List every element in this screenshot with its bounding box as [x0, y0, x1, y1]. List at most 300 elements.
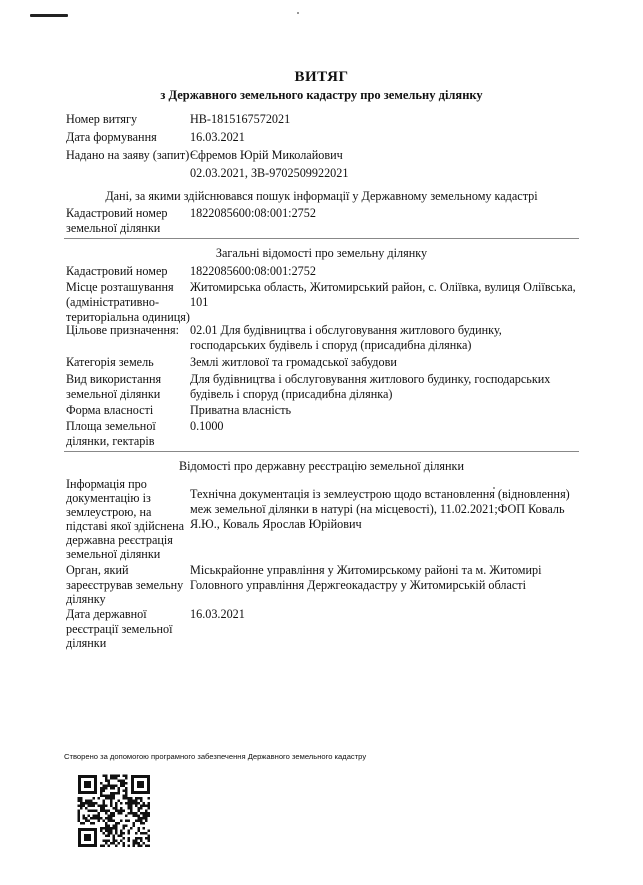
search-section-heading: Дані, за якими здійснювався пошук інформації у Державному земельному кадастрі	[105, 189, 538, 203]
qr-module	[115, 777, 118, 780]
ownership-value: Приватна власність	[190, 403, 292, 417]
qr-module	[113, 792, 116, 795]
qr-module	[88, 815, 91, 818]
qr-module	[78, 817, 81, 820]
qr-module	[125, 815, 128, 818]
qr-module	[90, 805, 93, 808]
qr-module	[78, 810, 81, 813]
qr-module	[115, 775, 118, 778]
qr-module	[118, 842, 121, 845]
qr-module	[133, 842, 136, 845]
qr-module	[120, 830, 123, 833]
qr-module	[113, 827, 116, 830]
qr-module	[128, 812, 131, 815]
qr-module	[103, 787, 106, 790]
qr-module	[113, 795, 116, 798]
qr-module	[115, 802, 118, 805]
qr-module	[83, 802, 86, 805]
qr-module	[88, 802, 91, 805]
qr-module	[105, 827, 108, 830]
qr-module	[118, 835, 121, 838]
purpose-value: 02.01 Для будівництва і обслуговування житлового будинку,	[190, 323, 502, 337]
qr-module	[98, 805, 101, 808]
qr-module	[103, 810, 106, 813]
qr-module	[78, 815, 81, 818]
location-label: територіальна одиниця)	[66, 310, 190, 324]
qr-module	[123, 797, 126, 800]
qr-module	[148, 812, 151, 815]
qr-module	[123, 832, 126, 835]
documentation-label: підставі якої здійснена	[66, 519, 185, 533]
qr-module	[140, 820, 143, 823]
qr-module	[108, 817, 111, 820]
qr-module	[135, 802, 138, 805]
request-label: Надано на заяву (запит)	[66, 148, 190, 162]
qr-module	[110, 805, 113, 808]
qr-module	[110, 777, 113, 780]
qr-module	[138, 842, 141, 845]
qr-module	[138, 830, 141, 833]
registration-date-value: 16.03.2021	[190, 607, 245, 621]
qr-module	[105, 775, 108, 778]
qr-module	[123, 795, 126, 798]
qr-module	[100, 817, 103, 820]
general-cadastral-label: Кадастровий номер	[66, 264, 168, 278]
qr-module	[143, 822, 146, 825]
qr-module	[80, 802, 83, 805]
qr-module	[140, 832, 143, 835]
qr-module	[118, 800, 121, 803]
qr-module	[100, 790, 103, 793]
qr-module	[115, 810, 118, 813]
qr-module	[90, 800, 93, 803]
registration-date-label: ділянки	[66, 636, 107, 650]
qr-module	[78, 805, 81, 808]
qr-module	[138, 827, 141, 830]
qr-module	[135, 832, 138, 835]
qr-module	[123, 782, 126, 785]
qr-module	[108, 785, 111, 788]
qr-module	[98, 812, 101, 815]
general-section-heading: Загальні відомості про земельну ділянку	[215, 246, 428, 260]
qr-module	[80, 805, 83, 808]
qr-module	[123, 837, 126, 840]
qr-module	[103, 827, 106, 830]
qr-module	[123, 845, 126, 848]
qr-module	[105, 805, 108, 808]
qr-module	[103, 820, 106, 823]
qr-module	[110, 827, 113, 830]
qr-module	[120, 780, 123, 783]
qr-module	[138, 817, 141, 820]
qr-module	[113, 797, 116, 800]
qr-module	[115, 827, 118, 830]
qr-module	[138, 845, 141, 848]
qr-module	[115, 785, 118, 788]
qr-module	[125, 792, 128, 795]
area-value: 0.1000	[190, 419, 224, 433]
qr-module	[108, 832, 111, 835]
qr-module	[105, 810, 108, 813]
qr-module	[108, 780, 111, 783]
qr-module	[108, 827, 111, 830]
qr-module	[130, 812, 133, 815]
qr-module	[143, 812, 146, 815]
qr-module	[140, 805, 143, 808]
qr-module	[105, 785, 108, 788]
qr-module	[83, 815, 86, 818]
qr-module	[103, 807, 106, 810]
document-subtitle: з Державного земельного кадастру про земельну ділянку	[160, 88, 483, 102]
qr-module	[140, 800, 143, 803]
qr-module	[148, 815, 151, 818]
qr-module	[83, 817, 86, 820]
qr-module	[113, 835, 116, 838]
documentation-label: державна реєстрація	[66, 533, 173, 547]
qr-module	[95, 815, 98, 818]
qr-module	[118, 787, 121, 790]
documentation-value: Я.Ю., Коваль Ярослав Юрійович	[190, 517, 362, 531]
qr-module	[85, 802, 88, 805]
qr-module	[115, 792, 118, 795]
qr-module	[113, 840, 116, 843]
qr-module	[98, 815, 101, 818]
qr-module	[100, 807, 103, 810]
qr-module	[138, 815, 141, 818]
qr-module	[115, 825, 118, 828]
qr-module	[123, 790, 126, 793]
qr-module	[110, 815, 113, 818]
qr-module	[135, 800, 138, 803]
qr-module	[113, 815, 116, 818]
qr-module	[115, 807, 118, 810]
qr-module	[100, 805, 103, 808]
registering-body-label: Орган, який	[66, 563, 129, 577]
registration-date-label: Дата державної	[66, 607, 147, 621]
qr-module	[143, 827, 146, 830]
qr-module	[88, 820, 91, 823]
qr-module	[145, 817, 148, 820]
qr-module	[103, 805, 106, 808]
qr-module	[130, 802, 133, 805]
search-cadastral-label: Кадастровий номер	[66, 206, 168, 220]
qr-module	[105, 777, 108, 780]
location-value: Житомирська область, Житомирський район, с. Оліївка, вулиця Оліївська,	[190, 280, 576, 294]
qr-module	[130, 800, 133, 803]
qr-module	[93, 797, 96, 800]
qr-module	[118, 810, 121, 813]
qr-module	[95, 810, 98, 813]
documentation-label: земельної ділянки	[66, 547, 161, 561]
qr-module	[85, 817, 88, 820]
qr-module	[143, 802, 146, 805]
qr-module	[100, 795, 103, 798]
qr-module	[143, 817, 146, 820]
qr-module	[88, 805, 91, 808]
qr-module	[105, 822, 108, 825]
qr-module	[108, 825, 111, 828]
qr-module	[113, 812, 116, 815]
qr-module	[138, 797, 141, 800]
qr-module	[105, 825, 108, 828]
qr-module	[108, 815, 111, 818]
qr-module	[120, 802, 123, 805]
ownership-label: Форма власності	[66, 403, 154, 417]
qr-module	[128, 840, 131, 843]
qr-module	[140, 812, 143, 815]
qr-module	[118, 790, 121, 793]
qr-module	[135, 840, 138, 843]
qr-module	[93, 805, 96, 808]
qr-module	[108, 840, 111, 843]
search-cadastral-label: земельної ділянки	[66, 221, 161, 235]
qr-module	[90, 810, 93, 813]
qr-module	[133, 812, 136, 815]
qr-module	[125, 797, 128, 800]
qr-module	[93, 817, 96, 820]
qr-module	[103, 775, 106, 778]
qr-module	[113, 837, 116, 840]
location-value: 101	[190, 295, 209, 309]
qr-module	[98, 817, 101, 820]
qr-module	[143, 805, 146, 808]
qr-module	[148, 830, 151, 833]
request-name: Єфремов Юрій Миколайович	[190, 148, 343, 162]
qr-module	[123, 827, 126, 830]
qr-module	[135, 805, 138, 808]
documentation-value: меж земельної ділянки в натурі (на місцевості), 11.02.2021;ФОП Коваль	[190, 502, 565, 516]
qr-module	[115, 830, 118, 833]
qr-module	[148, 840, 151, 843]
usage-label: Вид використання	[66, 372, 162, 386]
qr-module	[83, 805, 86, 808]
qr-module	[128, 797, 131, 800]
qr-module	[118, 792, 121, 795]
qr-module	[123, 842, 126, 845]
section-divider	[64, 238, 579, 239]
qr-module	[118, 812, 121, 815]
registering-body-label: ділянку	[66, 592, 106, 606]
purpose-value: господарських будівель і споруд (присадибна ділянка)	[190, 338, 472, 352]
qr-module	[105, 835, 108, 838]
registering-body-value: Міськрайонне управління у Житомирському районі та м. Житомирі	[190, 563, 542, 577]
qr-module	[133, 840, 136, 843]
qr-module	[115, 845, 118, 848]
category-value: Землі житлової та громадської забудови	[190, 355, 397, 369]
qr-module	[115, 822, 118, 825]
qr-module	[140, 797, 143, 800]
qr-module	[105, 795, 108, 798]
qr-module	[113, 842, 116, 845]
extract-date-value: 16.03.2021	[190, 130, 245, 144]
qr-module	[103, 790, 106, 793]
location-label: Місце розташування	[66, 280, 174, 294]
qr-module	[108, 845, 111, 848]
qr-module	[110, 795, 113, 798]
qr-module	[110, 830, 113, 833]
qr-module	[148, 835, 151, 838]
qr-module	[113, 820, 116, 823]
qr-module	[110, 787, 113, 790]
qr-module	[145, 820, 148, 823]
qr-module	[78, 797, 81, 800]
qr-module	[133, 800, 136, 803]
qr-module	[88, 810, 91, 813]
qr-module	[148, 802, 151, 805]
qr-module	[85, 800, 88, 803]
qr-module	[145, 805, 148, 808]
usage-value: Для будівництва і обслуговування житлового будинку, господарських	[190, 372, 551, 386]
qr-module	[90, 817, 93, 820]
qr-module	[138, 807, 141, 810]
qr-module	[113, 775, 116, 778]
qr-module	[115, 832, 118, 835]
qr-module	[125, 787, 128, 790]
qr-module	[120, 807, 123, 810]
qr-module	[110, 802, 113, 805]
qr-module	[138, 810, 141, 813]
category-label: Категорія земель	[66, 355, 154, 369]
qr-module	[135, 820, 138, 823]
qr-module	[105, 797, 108, 800]
qr-module	[108, 835, 111, 838]
qr-module	[98, 797, 101, 800]
qr-module	[118, 780, 121, 783]
qr-module	[128, 800, 131, 803]
registering-body-value: Головного управління Держгеокадастру у Житомирській області	[190, 578, 526, 592]
qr-module	[143, 815, 146, 818]
qr-module	[83, 822, 86, 825]
documentation-label: документацію із	[66, 491, 151, 505]
qr-module	[145, 815, 148, 818]
qr-module	[110, 797, 113, 800]
qr-module	[128, 820, 131, 823]
qr-module	[80, 797, 83, 800]
qr-module	[110, 785, 113, 788]
qr-module	[105, 780, 108, 783]
qr-module	[105, 840, 108, 843]
qr-module	[120, 835, 123, 838]
qr-module	[93, 822, 96, 825]
qr-module	[140, 840, 143, 843]
registration-section-heading: Відомості про державну реєстрацію земельної ділянки	[178, 459, 465, 473]
qr-module	[133, 802, 136, 805]
qr-module	[105, 842, 108, 845]
qr-module	[143, 832, 146, 835]
qr-module	[118, 775, 121, 778]
qr-module	[105, 812, 108, 815]
qr-module	[138, 820, 141, 823]
qr-module	[148, 805, 151, 808]
documentation-value: Технічна документація із землеустрою щодо встановлення (відновлення)	[190, 487, 570, 501]
qr-module	[140, 822, 143, 825]
qr-module	[103, 800, 106, 803]
qr-module	[110, 842, 113, 845]
qr-module	[108, 820, 111, 823]
qr-module	[130, 797, 133, 800]
extract-number-value: НВ-1815167572021	[190, 112, 291, 126]
qr-module	[93, 810, 96, 813]
qr-module	[140, 817, 143, 820]
qr-module	[125, 825, 128, 828]
qr-module	[128, 805, 131, 808]
qr-module	[115, 805, 118, 808]
qr-module	[103, 802, 106, 805]
qr-module	[120, 832, 123, 835]
qr-module	[128, 832, 131, 835]
qr-module	[115, 840, 118, 843]
qr-module	[103, 785, 106, 788]
qr-module	[125, 795, 128, 798]
qr-module	[145, 810, 148, 813]
documentation-label: Інформація про	[66, 477, 147, 491]
qr-module	[148, 797, 151, 800]
qr-module	[108, 810, 111, 813]
qr-module	[110, 775, 113, 778]
qr-module	[90, 802, 93, 805]
qr-module	[100, 782, 103, 785]
qr-module	[80, 807, 83, 810]
qr-module	[108, 830, 111, 833]
qr-code-icon	[77, 774, 151, 848]
qr-module	[128, 802, 131, 805]
document-title: ВИТЯГ	[294, 69, 349, 85]
usage-value: будівель і споруд (присадибна ділянка)	[190, 387, 393, 401]
footer-note: Створено за допомогою програмного забезпечення Державного земельного кадастру	[64, 752, 367, 761]
qr-module	[133, 822, 136, 825]
qr-module	[125, 790, 128, 793]
qr-module	[148, 837, 151, 840]
qr-module	[135, 837, 138, 840]
location-label: (адміністративно-	[66, 295, 160, 309]
qr-module	[110, 817, 113, 820]
qr-module	[120, 840, 123, 843]
qr-module	[113, 777, 116, 780]
qr-module	[78, 812, 81, 815]
qr-module	[110, 820, 113, 823]
qr-module	[110, 792, 113, 795]
qr-module	[88, 800, 91, 803]
qr-module	[128, 830, 131, 833]
qr-module	[145, 812, 148, 815]
qr-module	[105, 787, 108, 790]
qr-module	[85, 820, 88, 823]
search-cadastral-value: 1822085600:08:001:2752	[190, 206, 316, 220]
qr-module	[108, 782, 111, 785]
qr-module	[80, 800, 83, 803]
qr-module	[125, 802, 128, 805]
extract-number-label: Номер витягу	[66, 112, 138, 126]
qr-module	[120, 810, 123, 813]
section-divider	[64, 451, 579, 452]
qr-module	[100, 792, 103, 795]
qr-module	[135, 842, 138, 845]
qr-module	[130, 805, 133, 808]
qr-module	[130, 807, 133, 810]
qr-module	[148, 845, 151, 848]
qr-module	[78, 820, 81, 823]
qr-module	[103, 845, 106, 848]
request-details: 02.03.2021, ЗВ-9702509922021	[190, 166, 349, 180]
qr-module	[125, 777, 128, 780]
qr-module	[100, 787, 103, 790]
qr-module	[140, 807, 143, 810]
qr-module	[133, 815, 136, 818]
qr-module	[113, 825, 116, 828]
qr-module	[138, 837, 141, 840]
qr-module	[113, 787, 116, 790]
qr-module	[108, 795, 111, 798]
